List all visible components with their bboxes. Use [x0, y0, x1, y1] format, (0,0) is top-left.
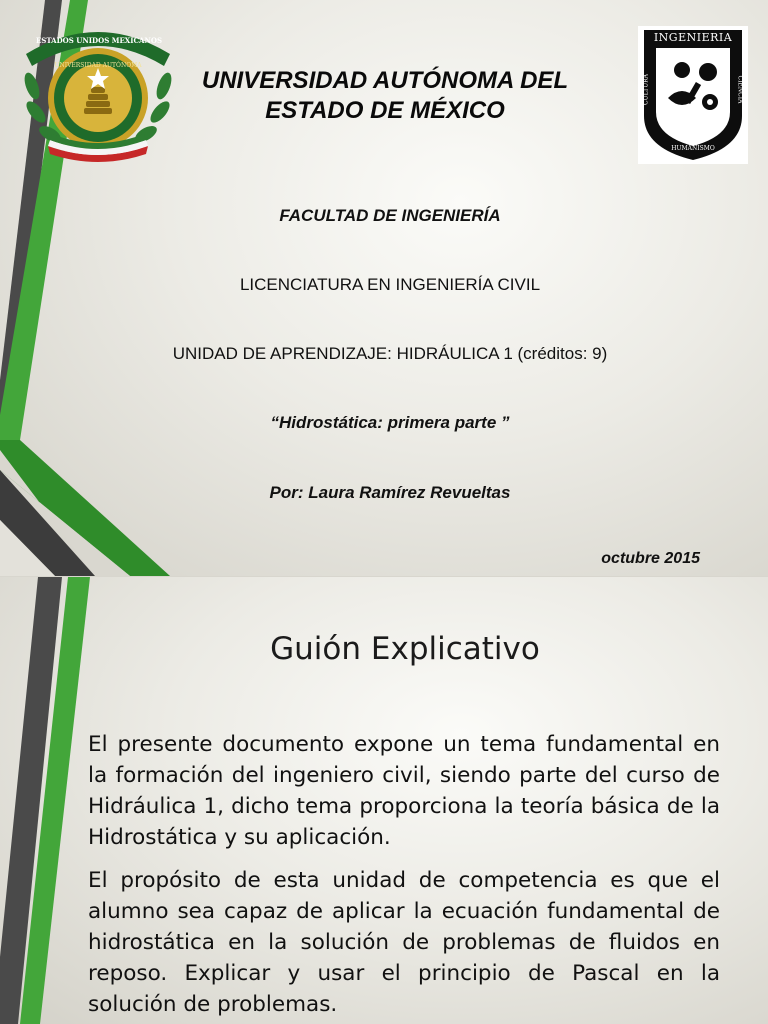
- paragraph-1: El presente documento expone un tema fundamental en la formación del ingeniero civil, siendo parte del curso de Hidráulica 1, dicho tema proporciona la teoría básica de la Hidrostática y su aplicación.: [88, 732, 720, 850]
- presentation-date: octubre 2015: [601, 550, 700, 567]
- shield-bottom-text: HUMANISMO: [671, 145, 715, 152]
- seal-inner-text: UNIVERSIDAD AUTÓNOMA: [54, 62, 142, 69]
- topic-title: “Hidrostática: primera parte ”: [270, 413, 510, 432]
- ingenieria-shield-logo: [638, 26, 748, 164]
- paragraph-2: El propósito de esta unidad de competencia es que el alumno sea capaz de aplicar la ecuación fundamental de hidrostática en la solución de problemas de fluidos en reposo. Explicar y usar el principio de Pascal en la solución de problemas.: [88, 868, 720, 1017]
- explanatory-slide: [0, 577, 768, 1024]
- faculty-name: FACULTAD DE INGENIERÍA: [279, 206, 501, 225]
- course-unit: UNIDAD DE APRENDIZAJE: HIDRÁULICA 1 (créditos: 9): [172, 344, 608, 363]
- slide-title: Guión Explicativo: [270, 631, 540, 667]
- seal-ribbon-text: ESTADOS UNIDOS MEXICANOS: [35, 36, 163, 45]
- degree-name: LICENCIATURA EN INGENIERÍA CIVIL: [239, 275, 541, 294]
- university-title: UNIVERSIDAD AUTÓNOMA DEL ESTADO DE MÉXICO: [201, 67, 569, 124]
- shield-right-text: CIENCIA: [736, 75, 744, 104]
- shield-top-text: INGENIERIA: [653, 31, 733, 44]
- slide-body: [88, 729, 720, 1024]
- author: Por: Laura Ramírez Revueltas: [269, 483, 511, 502]
- shield-left-text: CULTURA: [642, 73, 650, 106]
